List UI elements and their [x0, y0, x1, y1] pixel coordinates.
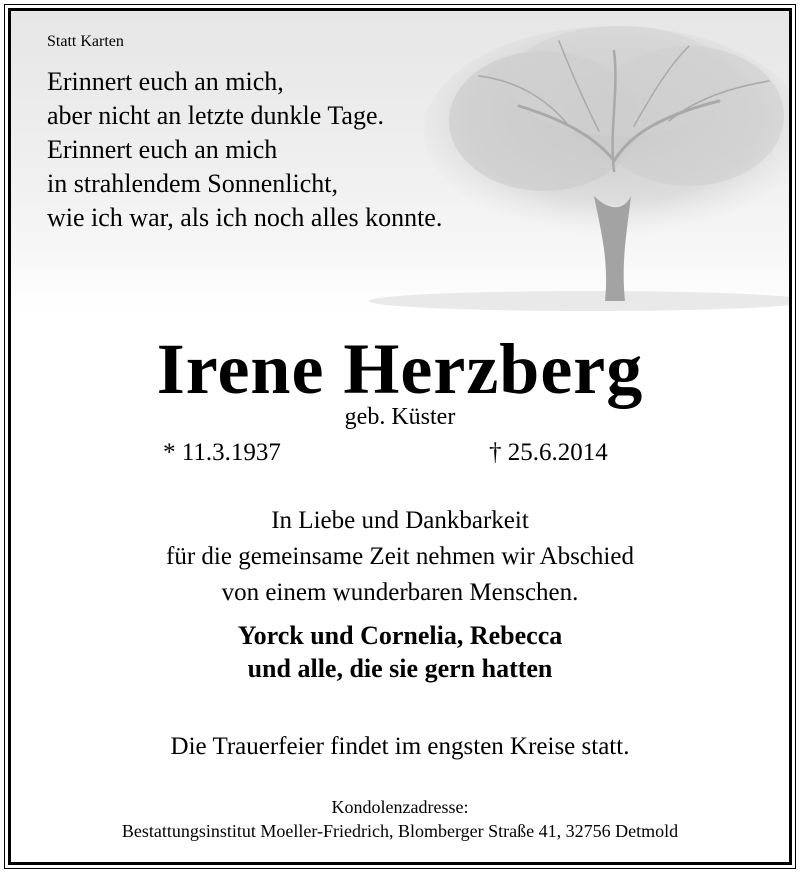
poem — [47, 65, 442, 235]
death-date: † 25.6.2014 — [489, 439, 608, 466]
poem-line: aber nicht an letzte dunkle Tage. — [47, 101, 384, 130]
poem-line: Erinnert euch an mich, — [47, 67, 284, 96]
condolence-address — [11, 795, 789, 843]
poem-line: Erinnert euch an mich — [47, 135, 278, 164]
birth-date: * 11.3.1937 — [163, 439, 281, 466]
deceased-name: Irene Herzberg — [156, 329, 644, 409]
condolence-address-text: Bestattungsinstitut Moeller-Friedrich, Blomberger Straße 41, 32756 Detmold — [121, 821, 679, 841]
obituary-notice — [8, 8, 792, 865]
mourners-line: Yorck und Cornelia, Rebecca — [237, 621, 563, 650]
poem-line: in strahlendem Sonnenlicht, — [47, 169, 339, 198]
maiden-name: geb. Küster — [344, 404, 456, 430]
ceremony-note: Die Trauerfeier findet im engsten Kreise statt. — [170, 733, 630, 760]
condolence-label: Kondolenzadresse: — [331, 797, 469, 817]
message-line: von einem wunderbaren Menschen. — [221, 579, 579, 606]
message-line: für die gemeinsame Zeit nehmen wir Abschied — [166, 543, 634, 570]
statt-karten-label: Statt Karten — [47, 33, 124, 50]
mourners-line: und alle, die sie gern hatten — [247, 654, 553, 683]
poem-line: wie ich war, als ich noch alles konnte. — [47, 203, 443, 232]
farewell-message — [11, 503, 789, 611]
message-line: In Liebe und Dankbarkeit — [271, 507, 529, 534]
mourners — [11, 619, 789, 685]
